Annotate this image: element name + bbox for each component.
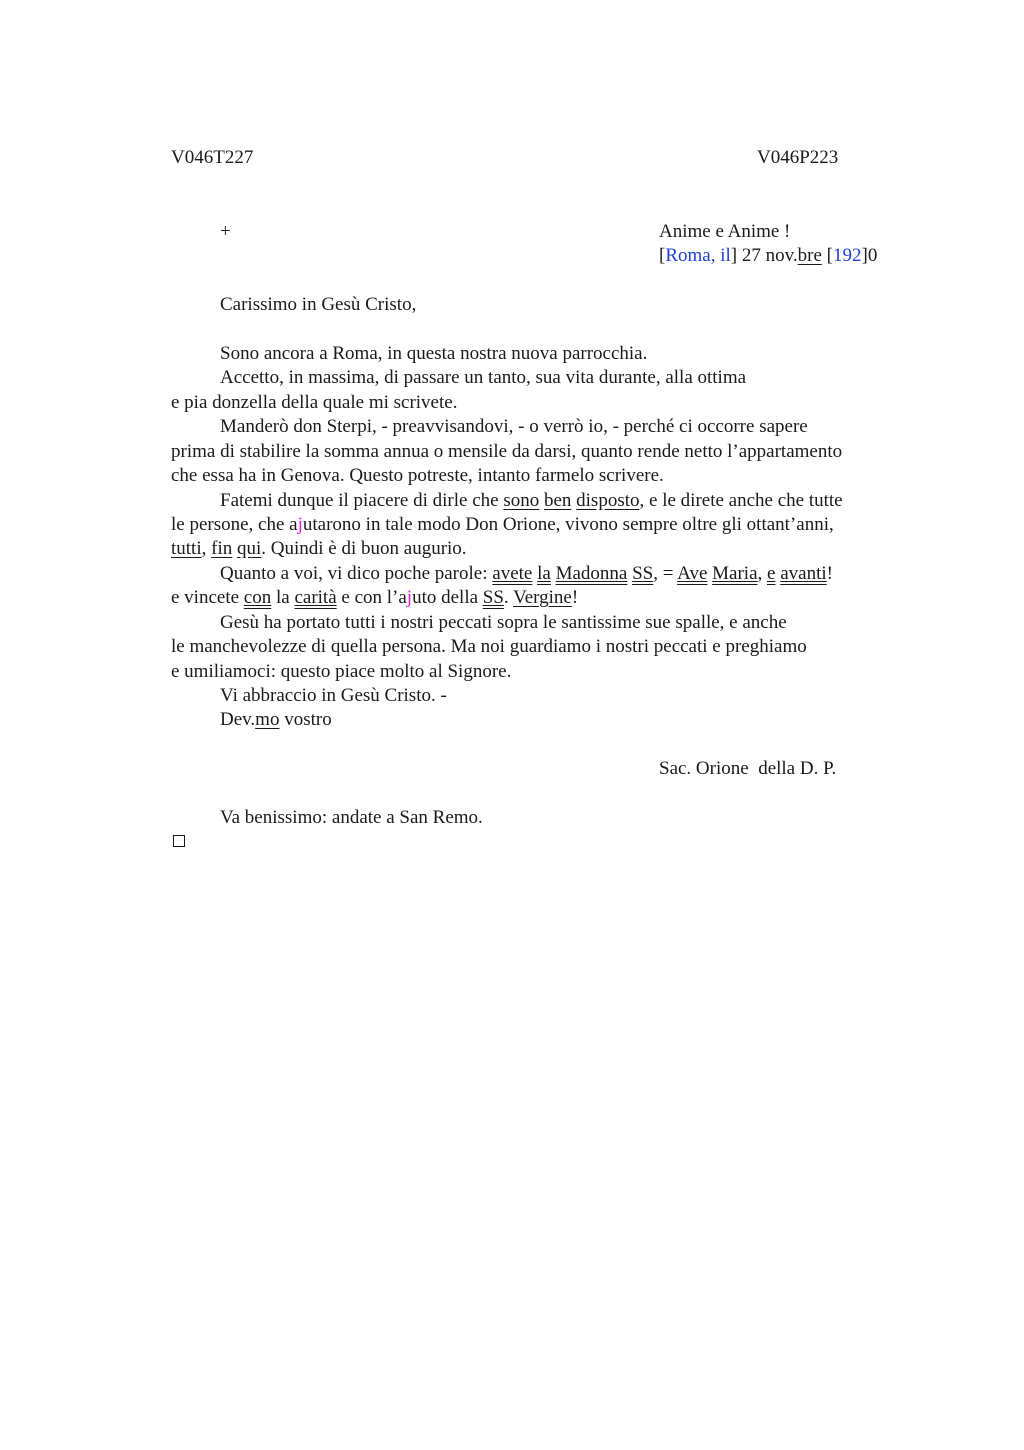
underlined-word: fin — [211, 538, 233, 559]
date-bracket: [ — [821, 245, 833, 266]
highlighted-letter: j — [297, 514, 303, 535]
date-line — [659, 244, 877, 268]
date-month-suffix: bre — [797, 245, 822, 266]
text-run: . — [503, 587, 514, 608]
text-run: , — [201, 538, 212, 559]
date-year-part: 192 — [832, 245, 862, 266]
body-line — [220, 562, 833, 586]
body-line — [171, 513, 834, 537]
end-box-icon — [173, 835, 185, 847]
date-bracket: ] — [730, 245, 738, 266]
underlined-word: SS — [482, 587, 504, 608]
date-bracket: ] — [861, 245, 868, 266]
text-run: utarono in tale modo Don Orione, vivono sempre oltre gli ottant’anni, — [302, 514, 834, 535]
text-run: Dev. — [220, 709, 256, 730]
underlined-word: Vergine — [513, 587, 572, 608]
body-line — [171, 586, 578, 610]
underlined-word: mo — [255, 709, 280, 730]
body-line: Gesù ha portato tutti i nostri peccati sopra le santissime sue spalle, e anche — [220, 612, 787, 633]
body-line: le manchevolezze di quella persona. Ma noi guardiamo i nostri peccati e preghiamo — [171, 636, 807, 657]
body-line: e pia donzella della quale mi scrivete. — [171, 392, 458, 413]
text-run: le persone, che a — [171, 514, 298, 535]
underlined-word: con — [243, 587, 272, 608]
underlined-word: avete — [492, 563, 533, 584]
text-run: e vincete — [171, 587, 244, 608]
text-run: ! — [571, 587, 579, 608]
body-line: Manderò don Sterpi, - preavvisandovi, - o verrò io, - perché ci occorre sapere — [220, 416, 808, 437]
underlined-word: Maria — [712, 563, 758, 584]
closing-line — [220, 708, 332, 732]
underlined-word: e — [767, 563, 776, 584]
underlined-word: carità — [294, 587, 337, 608]
underlined-word: SS — [632, 563, 654, 584]
body-line — [171, 537, 467, 561]
text-run: , — [757, 563, 768, 584]
body-line: che essa ha in Genova. Questo potreste, intanto farmelo scrivere. — [171, 465, 664, 486]
date-bracket: [ — [659, 245, 666, 266]
underlined-word: Ave — [677, 563, 708, 584]
text-run: . Quindi è di buon augurio. — [261, 538, 467, 559]
body-line: prima di stabilire la somma annua o mensile da darsi, quanto rende netto l’appartamento — [171, 441, 843, 462]
body-line: Vi abbraccio in Gesù Cristo. - — [220, 685, 447, 706]
underlined-word: la — [537, 563, 551, 584]
document-code-left: V046T227 — [171, 147, 254, 168]
body-line: Accetto, in massima, di passare un tanto, sua vita durante, alla ottima — [220, 367, 747, 388]
text-run: uto della — [412, 587, 483, 608]
body-line: e umiliamoci: questo piace molto al Signore. — [171, 661, 512, 682]
date-day-month: 27 nov. — [737, 245, 798, 266]
underlined-word: sono — [503, 490, 540, 511]
salutation: Carissimo in Gesù Cristo, — [220, 294, 417, 315]
body-line — [220, 489, 843, 513]
text-run: Quanto a voi, vi dico poche parole: — [220, 563, 493, 584]
underlined-word: ben — [543, 490, 572, 511]
text-run: vostro — [279, 709, 332, 730]
underlined-word: tutti — [171, 538, 202, 559]
text-run: , = — [653, 563, 678, 584]
date-place: Roma, il — [665, 245, 731, 266]
text-run: e con l’a — [336, 587, 407, 608]
date-year-end: 0 — [867, 245, 878, 266]
underlined-word: avanti — [780, 563, 827, 584]
text-run: , e le direte anche che tutte — [639, 490, 843, 511]
body-line: Sono ancora a Roma, in questa nostra nuova parrocchia. — [220, 343, 648, 364]
postscript: Va benissimo: andate a San Remo. — [220, 807, 483, 828]
underlined-word: disposto — [576, 490, 640, 511]
cross-symbol: + — [220, 221, 231, 242]
document-code-right: V046P223 — [757, 147, 839, 168]
text-run: la — [271, 587, 295, 608]
motto: Anime e Anime ! — [659, 221, 791, 242]
signature: Sac. Orione della D. P. — [659, 758, 837, 779]
text-run: ! — [826, 563, 833, 584]
underlined-word: qui — [236, 538, 262, 559]
underlined-word: Madonna — [555, 563, 628, 584]
text-run: Fatemi dunque il piacere di dirle che — [220, 490, 504, 511]
highlighted-letter: j — [406, 587, 413, 608]
